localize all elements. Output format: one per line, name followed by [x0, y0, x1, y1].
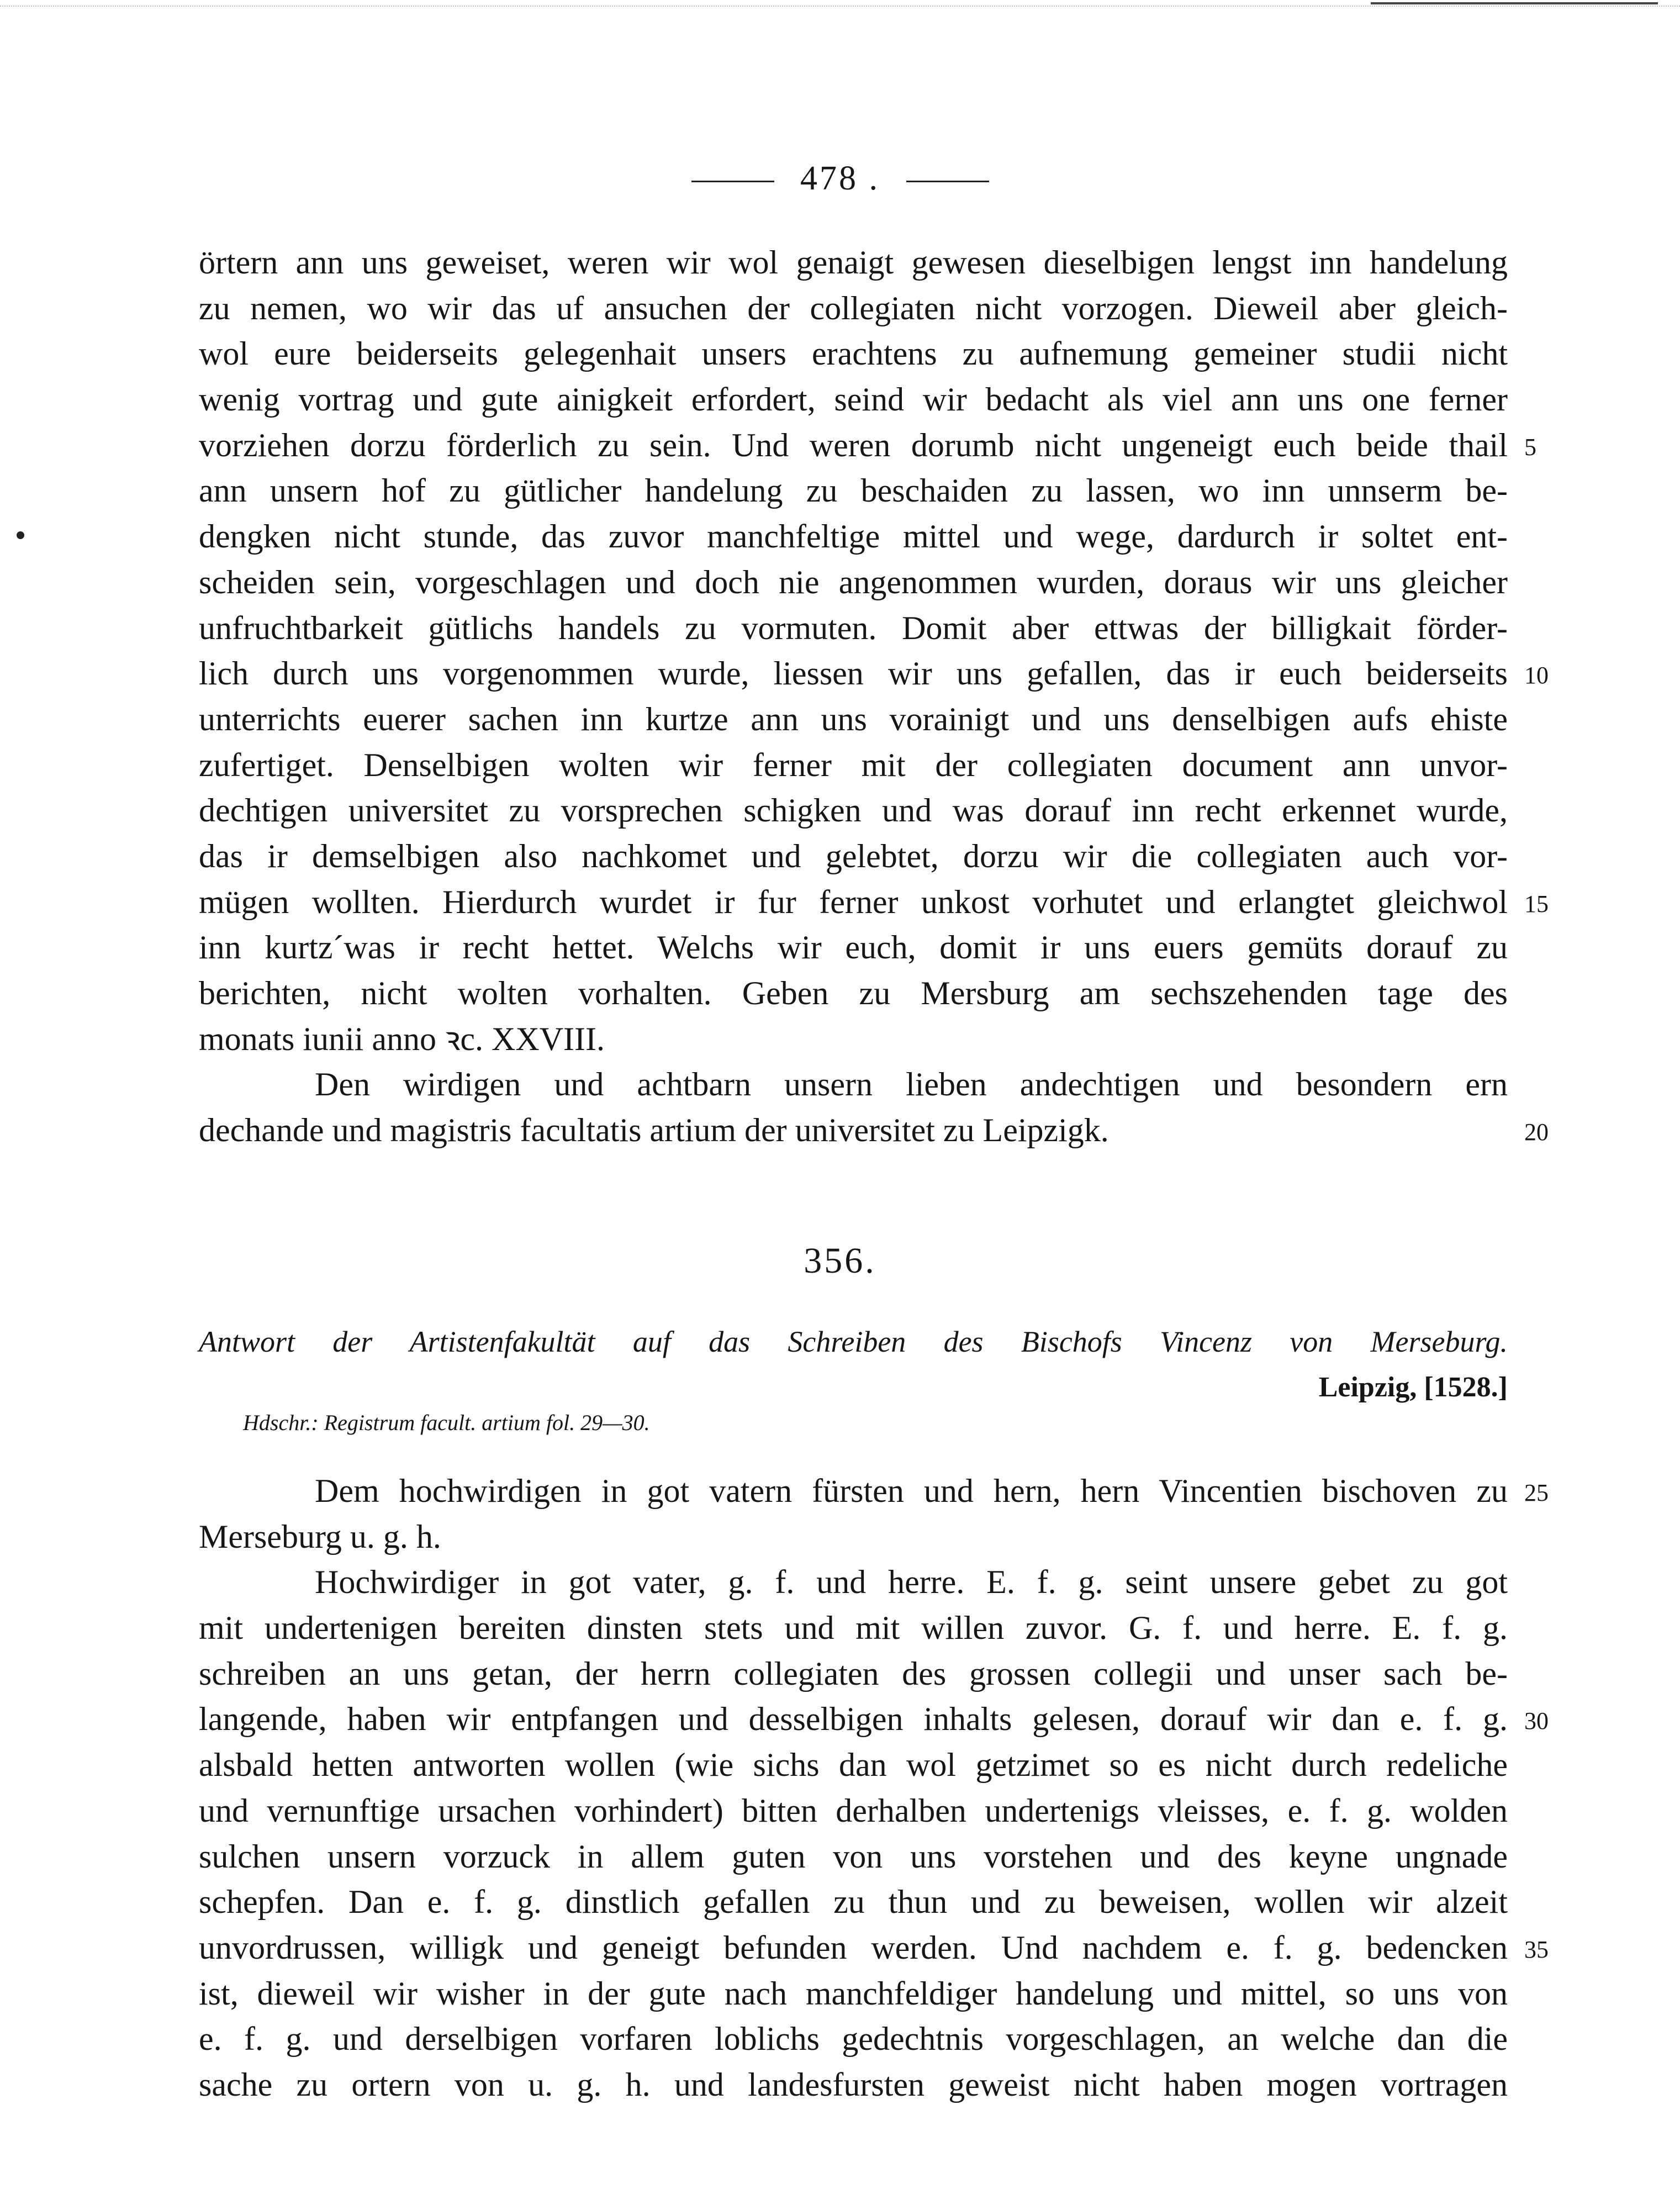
text-line [199, 1107, 1549, 1153]
line-text: scheiden sein, vorgeschlagen und doch nie angenommen wurden, doraus wir uns gleicher [199, 563, 1508, 600]
document-source: Hdschr.: Registrum facult. artium fol. 29—30. [243, 1410, 650, 1435]
line-text: unvordrussen, willigk und geneigt befunden werden. Und nachdem e. f. g. bedencken [199, 1929, 1508, 1966]
text-line [199, 1559, 1508, 1605]
line-text: dengken nicht stunde, das zuvor manchfeltige mittel und wege, dardurch ir soltet ent- [199, 518, 1508, 555]
line-text: zu nemen, wo wir das uf ansuchen der collegiaten nicht vorzogen. Dieweil aber gleich- [199, 289, 1508, 326]
line-number: 15 [1524, 890, 1549, 917]
text-line [199, 240, 1508, 286]
document-place-date: Leipzig, [1528.] [1318, 1372, 1508, 1403]
text-line [199, 1788, 1508, 1834]
text-line [199, 970, 1508, 1016]
text-line [199, 697, 1508, 742]
line-text: sache zu ortern von u. g. h. und landesfursten geweist nicht haben mogen vortragen [199, 2066, 1508, 2103]
line-text: ann unsern hof zu gütlicher handelung zu beschaiden zu lassen, wo inn unnserm be- [199, 472, 1508, 509]
text-line [199, 331, 1508, 377]
line-text: dechtigen universitet zu vorsprechen schigken und was dorauf inn recht erkennet wurde, [199, 792, 1508, 829]
line-text: örtern ann uns geweiset, weren wir wol genaigt gewesen dieselbigen lengst inn handelung [199, 244, 1508, 281]
margin-dot [17, 531, 24, 539]
line-text: lich durch uns vorgenommen wurde, liessen wir uns gefallen, das ir euch beiderseits [199, 655, 1508, 692]
text-line [199, 651, 1549, 697]
line-number: 5 [1524, 433, 1536, 461]
line-text: Den wirdigen und achtbarn unsern lieben andechtigen und besondern ern [315, 1066, 1508, 1103]
text-line [199, 423, 1536, 468]
text-line [199, 742, 1508, 788]
text-line [199, 605, 1508, 651]
line-number: 20 [1524, 1119, 1549, 1146]
text-line [199, 377, 1508, 423]
line-text: das ir demselbigen also nachkomet und gelebtet, dorzu wir die collegiaten auch vor- [199, 837, 1508, 874]
text-line [199, 1468, 1549, 1514]
line-text: vorziehen dorzu förderlich zu sein. Und weren dorumb nicht ungeneigt euch beide thail [199, 426, 1508, 463]
line-text: schreiben an uns getan, der herrn collegiaten des grossen collegii und unser sach be- [199, 1655, 1508, 1692]
text-line [199, 925, 1508, 970]
text-line [199, 514, 1508, 560]
text-line [199, 788, 1508, 834]
text-line [199, 1016, 1508, 1062]
line-text: monats iunii anno ꝛc. XXVIII. [199, 1020, 605, 1057]
text-line [199, 286, 1508, 331]
line-text: Merseburg u. g. h. [199, 1518, 441, 1555]
line-number: 10 [1524, 662, 1549, 689]
text-line [199, 879, 1549, 925]
text-line [199, 1834, 1508, 1880]
text-line [199, 2016, 1508, 2062]
line-text: sulchen unsern vorzuck in allem guten von uns vorstehen und des keyne ungnade [199, 1838, 1508, 1875]
text-line [199, 1062, 1508, 1107]
line-text: wol eure beiderseits gelegenhait unsers erachtens zu aufnemung gemeiner studii nicht [199, 335, 1508, 372]
line-text: zufertiget. Denselbigen wolten wir ferner mit der collegiaten document ann unvor- [199, 746, 1508, 783]
document-number: 356. [804, 1241, 876, 1281]
line-text: unterrichts euerer sachen inn kurtze ann uns vorainigt und uns denselbigen aufs ehiste [199, 700, 1508, 737]
line-number: 30 [1524, 1707, 1549, 1735]
line-text: berichten, nicht wolten vorhalten. Geben zu Mersburg am sechszehenden tage des [199, 975, 1508, 1011]
header-dash-right [906, 181, 989, 182]
text-line [199, 1605, 1508, 1651]
line-text: alsbald hetten antworten wollen (wie sichs dan wol getzimet so es nicht durch redeliche [199, 1747, 1508, 1784]
line-text: mit undertenigen bereiten dinsten stets und mit willen zuvor. G. f. und herre. E. f. g. [199, 1610, 1508, 1647]
text-line [199, 834, 1508, 879]
text-line [199, 2062, 1508, 2108]
line-text: mügen wollten. Hierdurch wurdet ir fur ferner unkost vorhutet und erlangtet gleichwol [199, 883, 1508, 920]
line-text: e. f. g. und derselbigen vorfaren loblichs gedechtnis vorgeschlagen, an welche dan die [199, 2021, 1508, 2058]
text-line [199, 1925, 1549, 1971]
text-line [199, 1879, 1508, 1925]
line-number: 35 [1524, 1935, 1549, 1963]
line-text: Hochwirdiger in got vater, g. f. und herre. E. f. g. seint unsere gebet zu got [315, 1564, 1508, 1601]
text-line [199, 1742, 1508, 1788]
text-line [199, 1651, 1508, 1697]
text-line [199, 1696, 1549, 1742]
text-line [199, 1514, 1508, 1560]
line-number: 25 [1524, 1479, 1549, 1506]
page-header [0, 159, 1680, 198]
line-text: dechande und magistris facultatis artium der universitet zu Leipzigk. [199, 1112, 1109, 1149]
document-title: Antwort der Artistenfakultät auf das Schreiben des Bischofs Vincenz von Merseburg. [199, 1325, 1508, 1358]
header-dash-left [691, 181, 774, 182]
letter-continuation [199, 240, 1549, 1153]
line-text: langende, haben wir entpfangen und desselbigen inhalts gelesen, dorauf wir dan e. f. g. [199, 1701, 1508, 1738]
line-text: Dem hochwirdigen in got vatern fürsten und hern, hern Vincentien bischoven zu [315, 1473, 1508, 1509]
line-text: inn kurtz´was ir recht hettet. Welchs wir euch, domit ir uns euers gemüts dorauf zu [199, 929, 1508, 966]
line-text: ist, dieweil wir wisher in der gute nach manchfeldiger handelung und mittel, so uns von [199, 1975, 1508, 2012]
line-text: und vernunftige ursachen vorhindert) bitten derhalben undertenigs vleisses, e. f. g. wolden [199, 1792, 1508, 1829]
line-text: wenig vortrag und gute ainigkeit erfordert, seind wir bedacht als viel ann uns one ferner [199, 381, 1508, 418]
line-text: unfruchtbarkeit gütlichs handels zu vormuten. Domit aber ettwas der billigkait förder- [199, 609, 1508, 646]
text-line [199, 1971, 1508, 2017]
text-line [199, 468, 1508, 514]
text-line [199, 560, 1508, 605]
line-text: schepfen. Dan e. f. g. dinstlich gefallen zu thun und zu beweisen, wollen wir alzeit [199, 1884, 1508, 1921]
top-scan-edge-right [1371, 2, 1658, 4]
letter-body [199, 1468, 1549, 2108]
page-number: 478 . [800, 160, 880, 197]
